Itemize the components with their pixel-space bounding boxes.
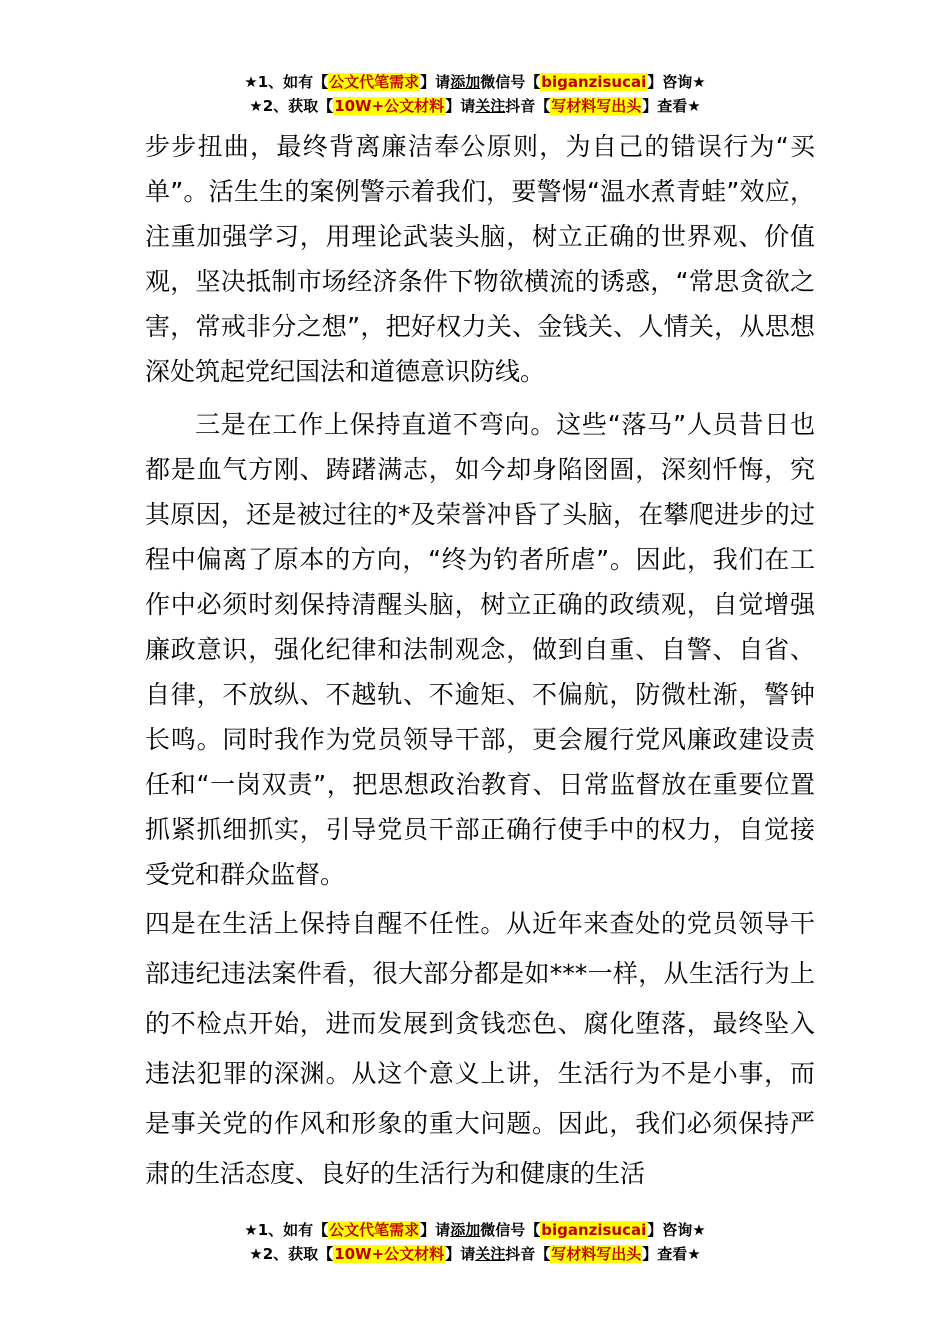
banner-line-2 <box>0 94 950 118</box>
highlight-douyin-account: 写材料写出头 <box>551 1245 642 1263</box>
banner-line-1 <box>0 1218 950 1242</box>
banner-text: 】请 <box>445 1245 476 1263</box>
highlight-douyin-account: 写材料写出头 <box>551 97 642 115</box>
banner-text: 】咨询★ <box>647 1221 706 1239</box>
banner-text: 】请 <box>420 1221 451 1239</box>
paragraph-3: 四是在生活上保持自醒不任性。从近年来查处的党员领导干部违纪违法案件看，很大部分都是如***一样，从生活行为上的不检点开始，进而发展到贪钱恋色、腐化堕落，最终坠入违法犯罪的深渊。从这个意义上讲，生活行为不是小事，而是事关党的作风和形象的重大问题。因此，我们必须保持严肃的生活态度、良好的生活行为和健康的生活 <box>145 909 815 1188</box>
highlight-service: 公文代笔需求 <box>329 73 420 91</box>
paragraph-gap <box>145 394 815 402</box>
highlight-materials: 10W+公文材料 <box>334 97 445 115</box>
paragraph-2: 三是在工作上保持直道不弯向。这些“落马”人员昔日也都是血气方刚、踌躇满志，如今却身陷囹圄，深刻忏悔，究其原因，还是被过往的*及荣誉冲昏了头脑，在攀爬进步的过程中偏离了原本的方向，“终为钓者所虐”。因此，我们在工作中必须时刻保持清醒头脑，树立正确的政绩观，自觉增强廉政意识，强化纪律和法制观念，做到自重、自警、自省、自律，不放纵、不越轨、不逾矩、不偏航，防微杜渐，警钟长鸣。同时我作为党员领导干部，更会履行党风廉政建设责任和“一岗双责”，把思想政治教育、日常监督放在重要位置抓紧抓细抓实，引导党员干部正确行使手中的权力，自觉接受党和群众监督。 <box>145 410 815 889</box>
footer-banner <box>0 1218 950 1266</box>
underlined-text: 关注 <box>475 1245 506 1263</box>
paragraph-1: 步步扭曲，最终背离廉洁奉公原则，为自己的错误行为“买单”。活生生的案例警示着我们，要警惕“温水煮青蛙”效应，注重加强学习，用理论武装头脑，树立正确的世界观、价值观，坚决抵制市场经济条件下物欲横流的诱惑，“常思贪欲之害，常戒非分之想”，把好权力关、金钱关、人情关，从思想深处筑起党纪国法和道德意识防线。 <box>145 132 815 386</box>
banner-text: 】请 <box>445 97 476 115</box>
banner-text: 微信号【 <box>480 1221 541 1239</box>
banner-line-2 <box>0 1242 950 1266</box>
banner-text: 】咨询★ <box>647 73 706 91</box>
underlined-text: 关注 <box>475 97 506 115</box>
document-body <box>145 124 815 1199</box>
banner-text: 】请 <box>420 73 451 91</box>
banner-text: ★2、获取【 <box>249 97 334 115</box>
underlined-text: 添加 <box>450 1221 481 1239</box>
header-banner <box>0 70 950 118</box>
banner-text: 抖音【 <box>505 97 551 115</box>
highlight-service: 公文代笔需求 <box>329 1221 420 1239</box>
banner-text: 】查看★ <box>642 1245 701 1263</box>
banner-text: 抖音【 <box>505 1245 551 1263</box>
banner-text: ★2、获取【 <box>249 1245 334 1263</box>
highlight-wechat-id: biganzisucai <box>541 1221 647 1239</box>
banner-text: ★1、如有【 <box>244 1221 329 1239</box>
highlight-materials: 10W+公文材料 <box>334 1245 445 1263</box>
underlined-text: 添加 <box>450 73 481 91</box>
highlight-wechat-id: biganzisucai <box>541 73 647 91</box>
banner-line-1 <box>0 70 950 94</box>
banner-text: ★1、如有【 <box>244 73 329 91</box>
banner-text: 微信号【 <box>480 73 541 91</box>
banner-text: 】查看★ <box>642 97 701 115</box>
